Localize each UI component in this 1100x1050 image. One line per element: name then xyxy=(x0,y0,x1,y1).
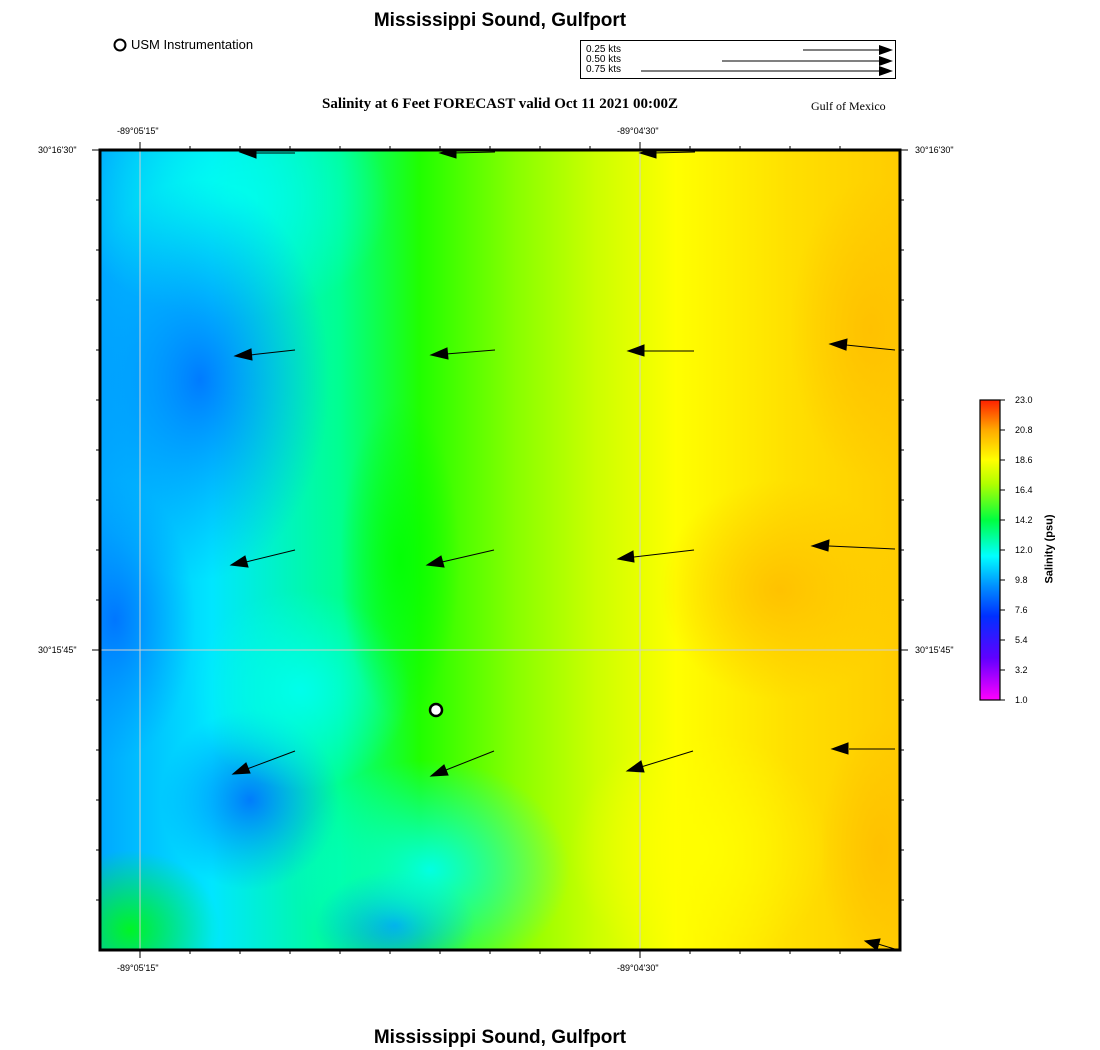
scale-label-025: 0.25 kts xyxy=(586,44,622,55)
lat-label-left-1: 30°16'30" xyxy=(38,145,77,155)
colorbar-tick-label: 20.8 xyxy=(1015,425,1033,435)
lat-label-left-2: 30°15'45" xyxy=(38,645,77,655)
colorbar-tick-label: 7.6 xyxy=(1015,605,1028,615)
colorbar-tick-label: 23.0 xyxy=(1015,395,1033,405)
scale-label-075: 0.75 kts xyxy=(586,64,622,75)
lat-label-right-1: 30°16'30" xyxy=(915,145,954,155)
map-subtitle: Salinity at 6 Feet FORECAST valid Oct 11 2021 00:00Z xyxy=(322,96,678,112)
lon-label-top-1: -89°05'15" xyxy=(117,126,159,136)
lat-label-right-2: 30°15'45" xyxy=(915,645,954,655)
colorbar-tick-label: 1.0 xyxy=(1015,695,1028,705)
lon-label-bottom-2: -89°04'30" xyxy=(617,963,659,973)
colorbar-tick-label: 5.4 xyxy=(1015,635,1028,645)
scale-label-050: 0.50 kts xyxy=(586,54,622,65)
footer-title: Mississippi Sound, Gulfport xyxy=(373,1027,627,1048)
salinity-field xyxy=(35,80,950,1010)
colorbar-tick-label: 9.8 xyxy=(1015,575,1028,585)
lon-label-bottom-1: -89°05'15" xyxy=(117,963,159,973)
colorbar-tick-label: 14.2 xyxy=(1015,515,1033,525)
lon-label-top-2: -89°04'30" xyxy=(617,126,659,136)
colorbar-tick-label: 3.2 xyxy=(1015,665,1028,675)
colorbar-tick-label: 18.6 xyxy=(1015,455,1033,465)
region-label: Gulf of Mexico xyxy=(811,99,886,113)
usm-station-marker xyxy=(430,704,442,716)
colorbar-title: Salinity (psu) xyxy=(1044,514,1056,584)
station-legend-label: USM Instrumentation xyxy=(131,37,254,52)
colorbar-tick-label: 12.0 xyxy=(1015,545,1033,555)
map-title: Mississippi Sound, Gulfport xyxy=(373,10,627,31)
colorbar-tick-label: 16.4 xyxy=(1015,485,1033,495)
